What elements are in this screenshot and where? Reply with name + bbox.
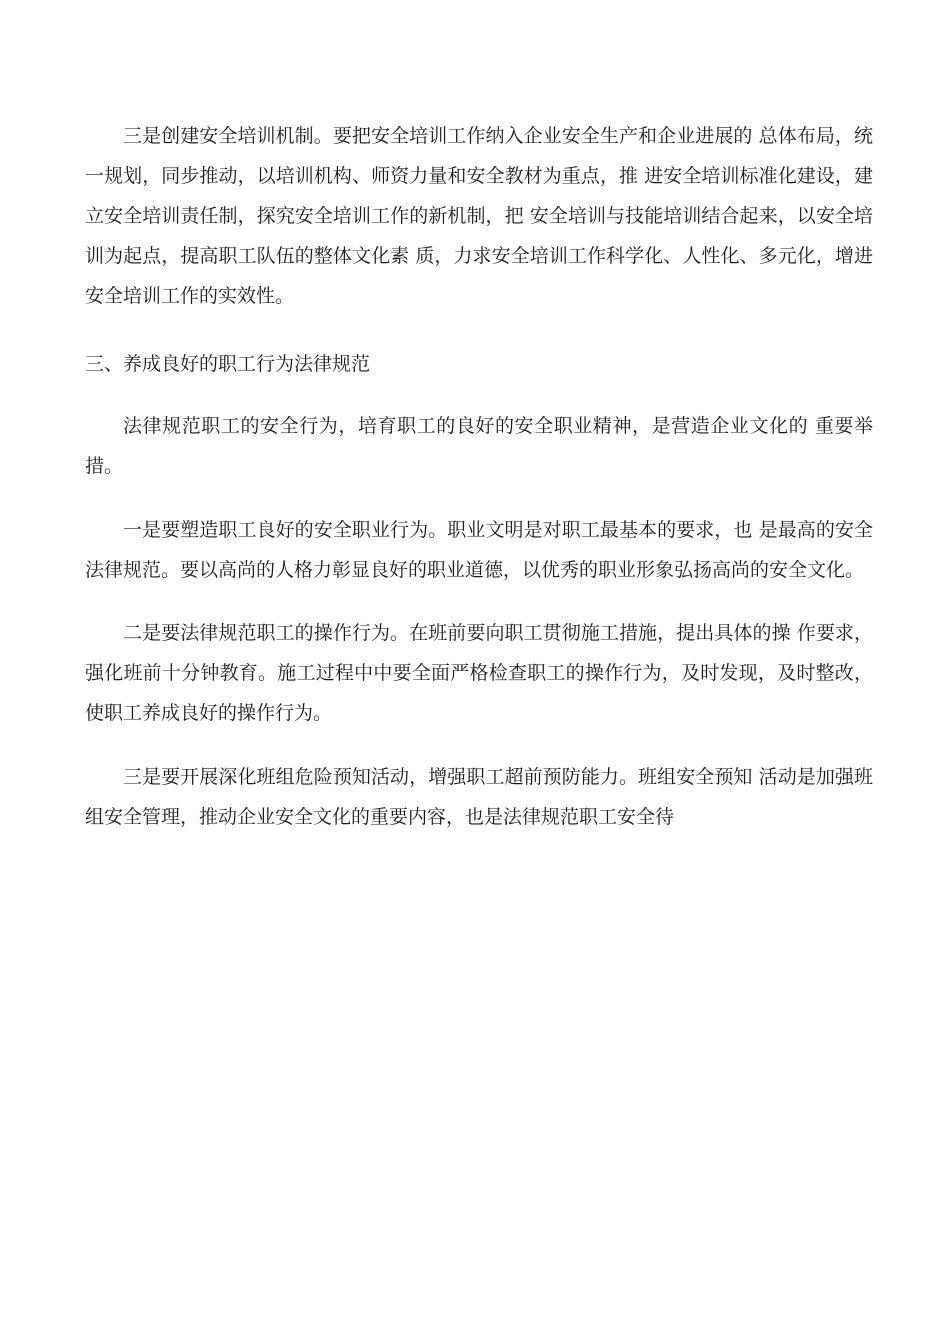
paragraph-intro: 法律规范职工的安全行为，培育职工的良好的安全职业精神，是营造企业文化的 重要举措。 bbox=[85, 415, 873, 477]
paragraph-professional-behavior: 一是要塑造职工良好的安全职业行为。职业文明是对职工最基本的要求，也 是最高的安全法律规范。要以高尚的人格力彰显良好的职业道德，以优秀的职业形象弘扬高尚的安全文化。 bbox=[85, 519, 873, 581]
paragraph-operation-behavior: 二是要法律规范职工的操作行为。在班前要向职工贯彻施工措施，提出具体的操 作要求，强化班前十分钟教育。施工过程中中要全面严格检查职工的操作行为，及时发现，及时整改，使职工养成良好的操作行为。 bbox=[85, 622, 873, 724]
section-heading: 三、养成良好的职工行为法律规范 bbox=[85, 353, 371, 375]
paragraph-safety-training-mechanism: 三是创建安全培训机制。要把安全培训工作纳入企业安全生产和企业进展的 总体布局，统一规划，同步推动，以培训机构、师资力量和安全教材为重点，推 进安全培训标准化建设，建立安全培训责任制，探究安全培训工作的新机制，把 安全培训与技能培训结合起来，以安全培训为起点，提高职工队伍的整体文化素 质，力求安全培训工作科学化、人性化、多元化，增进安全培训工作的实效性。 bbox=[85, 125, 873, 307]
paragraph-hazard-prediction: 三是要开展深化班组危险预知活动，增强职工超前预防能力。班组安全预知 活动是加强班组安全管理，推动企业安全文化的重要内容，也是法律规范职工安全待 bbox=[85, 766, 873, 828]
document-body bbox=[85, 116, 873, 837]
